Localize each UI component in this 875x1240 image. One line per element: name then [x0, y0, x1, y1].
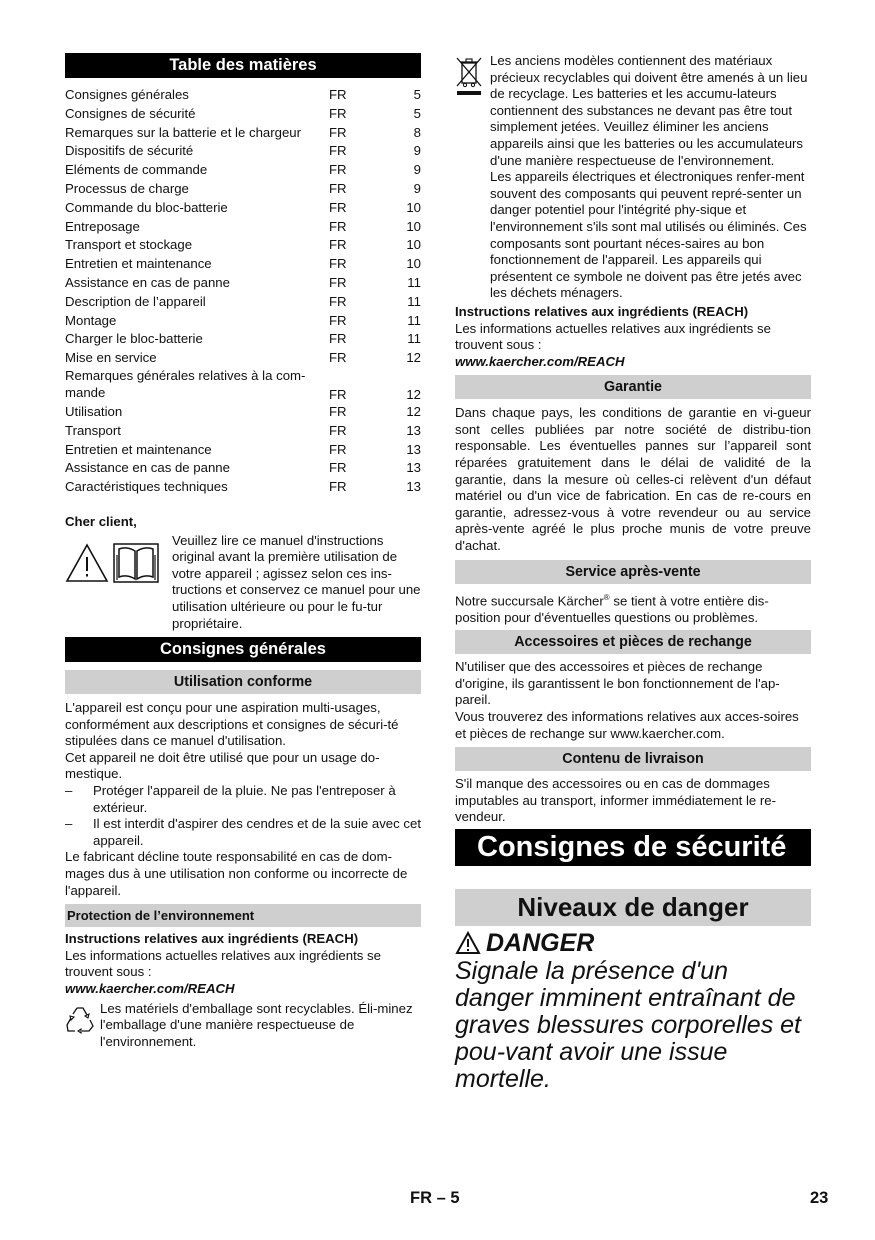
toc-entry-page: 9: [413, 162, 421, 178]
toc-entry-lang: FR: [329, 87, 347, 102]
danger-levels-title: Niveaux de danger: [455, 889, 811, 926]
section-title-general: Consignes générales: [65, 637, 421, 662]
subsection-service: Service après-vente: [455, 560, 811, 584]
reach-title: Instructions relatives aux ingrédients (REACH): [65, 931, 359, 947]
toc-entry-lang: FR: [329, 180, 347, 196]
intro-block: [65, 533, 421, 633]
toc-entry-lang: FR: [329, 441, 347, 457]
toc-entry-page: 5: [413, 87, 421, 102]
toc-entry[interactable]: [65, 422, 421, 441]
toc-entry-page: 13: [406, 422, 421, 438]
toc-entry-title: Description de l’appareil: [65, 293, 206, 309]
toc-entry-page: 11: [407, 331, 421, 347]
toc-entry-page: 11: [407, 274, 421, 290]
toc-entry-lang: FR: [329, 237, 347, 253]
toc-entry[interactable]: [65, 441, 421, 460]
toc-entry-page: 11: [407, 312, 421, 328]
crossed-out-bin-icon: [455, 56, 483, 96]
toc-entry-page: 9: [413, 143, 421, 159]
toc-entry[interactable]: [65, 459, 421, 478]
warning-triangle-icon: [65, 543, 109, 583]
toc-entry-page: 10: [406, 218, 421, 234]
section-title-safety: Consignes de sécurité: [455, 829, 811, 866]
toc-entry[interactable]: [65, 180, 421, 199]
toc-entry-page: 10: [406, 256, 421, 272]
disposal-block: [455, 53, 811, 302]
table-of-contents: [65, 86, 421, 497]
subsection-environment: Protection de l’environnement: [65, 904, 421, 927]
toc-entry-title: Caractéristiques techniques: [65, 479, 228, 495]
toc-entry[interactable]: [65, 403, 421, 422]
toc-entry-title: Assistance en cas de panne: [65, 274, 230, 290]
accessories-paragraph-2: Vous trouverez des informations relatives aux acces-soires et pièces de rechange sur www.kaercher.com.: [455, 708, 799, 741]
toc-entry-title: Transport: [65, 422, 121, 438]
danger-text: Signale la présence d'un danger imminent entraînant de graves blessures corporelles et pou-vant avoir une issue mortelle.: [455, 956, 801, 1093]
left-column: [65, 53, 421, 1050]
toc-entry[interactable]: [65, 142, 421, 161]
toc-entry-page: 12: [406, 386, 421, 402]
toc-entry-lang: FR: [329, 162, 347, 178]
toc-entry[interactable]: [65, 255, 421, 274]
toc-entry-page: 10: [406, 199, 421, 215]
toc-entry-page: 9: [413, 180, 421, 196]
toc-entry-title: Mise en service: [65, 350, 157, 366]
toc-entry-lang: FR: [329, 105, 347, 121]
toc-entry[interactable]: [65, 312, 421, 331]
toc-entry-title: Entretien et maintenance: [65, 441, 212, 457]
toc-entry-title: Utilisation: [65, 403, 123, 419]
toc-entry[interactable]: [65, 368, 421, 403]
toc-entry[interactable]: [65, 274, 421, 293]
toc-entry[interactable]: [65, 199, 421, 218]
toc-entry[interactable]: [65, 105, 421, 124]
toc-entry-lang: FR: [329, 312, 347, 328]
toc-entry-lang: FR: [329, 479, 347, 495]
toc-entry-lang: FR: [329, 218, 347, 234]
toc-entry-page: 13: [406, 441, 421, 457]
toc-entry-lang: FR: [329, 460, 347, 476]
toc-title: Table des matières: [65, 53, 421, 78]
toc-entry-title: Transport et stockage: [65, 237, 193, 253]
toc-entry-title: Charger le bloc-batterie: [65, 331, 203, 347]
accessories-paragraph-1: N'utiliser que des accessoires et pièces de rechange d'origine, ils garantissent le bon fonctionnement de l'ap-pareil.: [455, 659, 780, 708]
toc-entry-title: Dispositifs de sécurité: [65, 143, 194, 159]
toc-entry-page: 12: [406, 403, 421, 419]
toc-entry-page: 8: [413, 124, 421, 140]
toc-entry[interactable]: [65, 293, 421, 312]
subsection-delivery: Contenu de livraison: [455, 747, 811, 771]
toc-entry[interactable]: [65, 218, 421, 237]
service-text: Notre succursale Kärcher® se tient à votre entière dis-position pour d'éventuelles questions ou problèmes.: [455, 592, 769, 625]
toc-entry-lang: FR: [329, 274, 347, 290]
toc-entry-page: 5: [413, 105, 421, 121]
warranty-text: Dans chaque pays, les conditions de garantie en vi-gueur sont celles publiées par notre société de distribu-tion responsable. Les éventuelles pannes sur l’appareil sont réparées gratuitement dans le délai de validité de la garantie, dans la mesure où celles-ci relèvent d'un défaut matériel ou d'un vice de fabrication. En cas de re-cours en garantie, adressez-vous à votre revendeur ou au service après-vente agréé le plus proche munis de votre preuve d'achat.: [455, 405, 811, 554]
toc-entry-lang: FR: [329, 386, 347, 402]
toc-entry-page: 11: [407, 293, 421, 309]
manual-book-icon: [113, 543, 159, 583]
toc-entry[interactable]: [65, 349, 421, 368]
reach-text: Les informations actuelles relatives aux ingrédients se trouvent sous :: [65, 947, 381, 980]
toc-entry-page: 12: [406, 350, 421, 366]
list-item: – Protéger l'appareil de la pluie. Ne pas l'entreposer à extérieur.: [65, 783, 396, 815]
usage-paragraph-2: Cet appareil ne doit être utilisé que pour un usage do-mestique.: [65, 749, 380, 782]
toc-entry-title: Processus de charge: [65, 180, 189, 196]
toc-entry-lang: FR: [329, 293, 347, 309]
recycle-text: Les matériels d'emballage sont recyclables. Éli-minez l'emballage d'une manière respectueuse de l'environnement.: [100, 1000, 413, 1049]
toc-entry-title: Remarques sur la batterie et le chargeur: [65, 124, 302, 140]
page-number: 23: [810, 1189, 829, 1207]
reach-title-right: Instructions relatives aux ingrédients (REACH): [455, 303, 749, 319]
usage-paragraph-3: Le fabricant décline toute responsabilité en cas de dom-mages dus à une utilisation non conforme ou incorrecte de l'appareil.: [65, 849, 408, 898]
usage-bullets: [65, 783, 421, 849]
right-column: [455, 53, 811, 1093]
toc-entry-lang: FR: [329, 422, 347, 438]
toc-entry-lang: FR: [329, 350, 347, 366]
toc-entry-title: Eléments de commande: [65, 162, 208, 178]
toc-entry-title: Remarques générales relatives à la com- mande: [65, 367, 306, 400]
toc-entry-title: Entretien et maintenance: [65, 256, 212, 272]
recycle-block: [65, 1001, 421, 1051]
toc-entry[interactable]: [65, 124, 421, 143]
toc-entry-lang: FR: [329, 143, 347, 159]
disposal-paragraph-2: Les appareils électriques et électroniques renfer-ment souvent des composants qui peuvent repré-senter un danger potentiel pour l'intégrité phy-sique et l'environnement s'ils sont mal utilisés ou éliminés. Ces composants sont pourtant néces-saires au bon fonctionnement de l'appareil. Les appareils qui présentent ce symbole ne doivent pas être jetés avec les déchets ménagers.: [490, 169, 807, 301]
toc-entry[interactable]: [65, 478, 421, 497]
intro-text: Veuillez lire ce manuel d'instructions original avant la première utilisation de votre appareil ; agissez selon ces ins-tructions et conservez ce manuel pour une utilisation ultérieure ou pour le fu-tur propriétaire.: [172, 532, 421, 631]
toc-entry-title: Assistance en cas de panne: [65, 460, 230, 476]
toc-entry-title: Consignes générales: [65, 87, 189, 102]
subsection-warranty: Garantie: [455, 375, 811, 399]
toc-entry-lang: FR: [329, 403, 347, 419]
subsection-accessories: Accessoires et pièces de rechange: [455, 630, 811, 654]
toc-entry-page: 13: [406, 479, 421, 495]
disposal-paragraph-1: Les anciens modèles contiennent des matériaux précieux recyclables qui doivent être amenés à un lieu de recyclage. Les batteries et les accumu-lateurs contiennent des substances ne devant pas être tout simplement jetées. Veuillez éliminer les anciens appareils ainsi que les batteries ou les accumulateurs d'une manière respectueuse de l'environnement.: [490, 53, 808, 168]
list-item: – Il est interdit d'aspirer des cendres et de la suie avec cet appareil.: [65, 816, 421, 848]
reach-link-right[interactable]: www.kaercher.com/REACH: [455, 353, 625, 369]
usage-paragraph-1: L'appareil est conçu pour une aspiration multi-usages, conformément aux descriptions et consignes de sécuri-té stipulées dans ce manuel d'utilisation.: [65, 700, 399, 749]
toc-entry-lang: FR: [329, 256, 347, 272]
toc-entry[interactable]: [65, 161, 421, 180]
toc-entry-title: Montage: [65, 312, 117, 328]
toc-entry-lang: FR: [329, 331, 347, 347]
toc-entry-title: Entreposage: [65, 218, 140, 234]
reach-link[interactable]: www.kaercher.com/REACH: [65, 981, 235, 996]
toc-entry-page: 10: [406, 237, 421, 253]
toc-entry[interactable]: [65, 86, 421, 105]
toc-entry[interactable]: [65, 330, 421, 349]
toc-entry-title: Commande du bloc-batterie: [65, 199, 228, 215]
toc-entry-title: Consignes de sécurité: [65, 105, 196, 121]
delivery-text: S'il manque des accessoires ou en cas de dommages imputables au transport, informer immédiatement le re-vendeur.: [455, 776, 777, 825]
recycle-icon: [65, 1004, 95, 1034]
subsection-usage: Utilisation conforme: [65, 670, 421, 694]
toc-entry-lang: FR: [329, 124, 347, 140]
reach-text-right: Les informations actuelles relatives aux ingrédients se trouvent sous :: [455, 320, 771, 353]
warning-triangle-icon: [455, 931, 481, 955]
danger-label: DANGER: [486, 928, 595, 957]
toc-entry-lang: FR: [329, 199, 347, 215]
footer-section-label: FR – 5: [410, 1189, 460, 1207]
toc-entry-page: 13: [406, 460, 421, 476]
danger-heading: [455, 928, 811, 958]
greeting: Cher client,: [65, 513, 137, 529]
toc-entry[interactable]: [65, 236, 421, 255]
